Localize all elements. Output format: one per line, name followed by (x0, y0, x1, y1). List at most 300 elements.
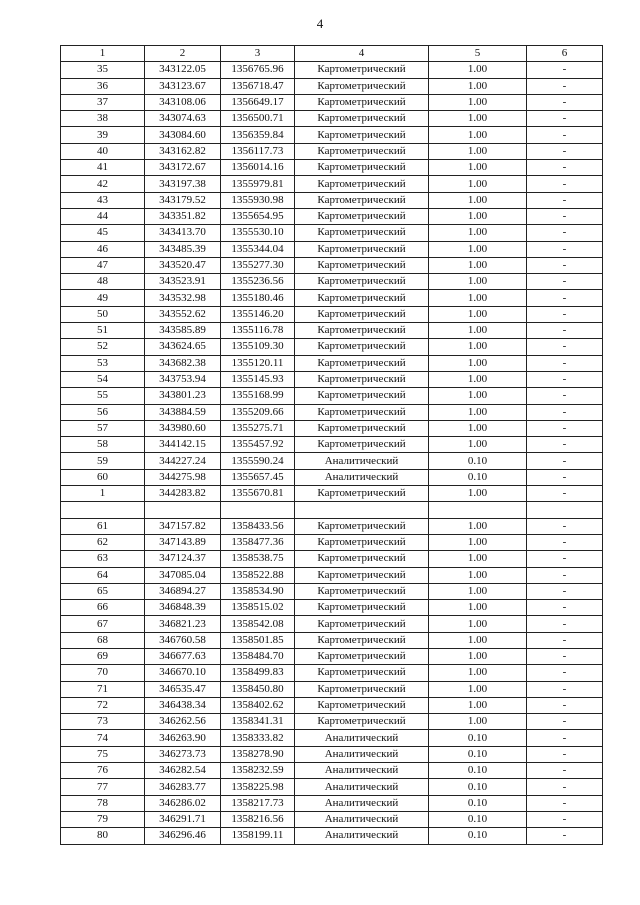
method-cell: Аналитический (295, 453, 429, 469)
x-coordinate-cell: 343172.67 (145, 160, 221, 176)
accuracy-cell: 1.00 (429, 241, 527, 257)
point-number-cell: 63 (61, 551, 145, 567)
y-coordinate-cell: 1358515.02 (221, 600, 295, 616)
y-coordinate-cell: 1356014.16 (221, 160, 295, 176)
accuracy-cell: 0.10 (429, 811, 527, 827)
table-row (61, 600, 603, 616)
method-cell: Картометрический (295, 567, 429, 583)
note-cell: - (527, 192, 603, 208)
note-cell: - (527, 388, 603, 404)
point-number-cell: 78 (61, 795, 145, 811)
note-cell: - (527, 567, 603, 583)
point-number-cell: 37 (61, 94, 145, 110)
y-coordinate-cell: 1358477.36 (221, 534, 295, 550)
table-row (61, 208, 603, 224)
method-cell: Аналитический (295, 828, 429, 844)
accuracy-cell: 1.00 (429, 371, 527, 387)
point-number-cell: 57 (61, 420, 145, 436)
point-number-cell: 77 (61, 779, 145, 795)
accuracy-cell: 0.10 (429, 469, 527, 485)
y-coordinate-cell: 1355344.04 (221, 241, 295, 257)
accuracy-cell: 1.00 (429, 437, 527, 453)
method-cell: Картометрический (295, 371, 429, 387)
y-coordinate-cell: 1355979.81 (221, 176, 295, 192)
point-number-cell: 71 (61, 681, 145, 697)
method-cell: Аналитический (295, 746, 429, 762)
accuracy-cell: 1.00 (429, 355, 527, 371)
table-row (61, 306, 603, 322)
method-cell: Картометрический (295, 632, 429, 648)
column-header: 2 (145, 46, 221, 62)
y-coordinate-cell: 1358199.11 (221, 828, 295, 844)
method-cell: Картометрический (295, 518, 429, 534)
point-number-cell (61, 502, 145, 518)
point-number-cell: 42 (61, 176, 145, 192)
table-row (61, 339, 603, 355)
column-header: 6 (527, 46, 603, 62)
table-row (61, 355, 603, 371)
x-coordinate-cell: 344142.15 (145, 437, 221, 453)
x-coordinate-cell: 343753.94 (145, 371, 221, 387)
note-cell: - (527, 453, 603, 469)
table-row (61, 323, 603, 339)
method-cell: Картометрический (295, 420, 429, 436)
x-coordinate-cell: 346535.47 (145, 681, 221, 697)
y-coordinate-cell: 1358542.08 (221, 616, 295, 632)
x-coordinate-cell: 346848.39 (145, 600, 221, 616)
point-number-cell: 47 (61, 257, 145, 273)
point-number-cell: 69 (61, 648, 145, 664)
table-row (61, 160, 603, 176)
table-row (61, 567, 603, 583)
accuracy-cell: 1.00 (429, 208, 527, 224)
note-cell: - (527, 355, 603, 371)
y-coordinate-cell: 1358499.83 (221, 665, 295, 681)
method-cell: Картометрический (295, 648, 429, 664)
point-number-cell: 52 (61, 339, 145, 355)
accuracy-cell: 0.10 (429, 763, 527, 779)
accuracy-cell: 1.00 (429, 486, 527, 502)
note-cell: - (527, 176, 603, 192)
y-coordinate-cell: 1355146.20 (221, 306, 295, 322)
accuracy-cell: 1.00 (429, 616, 527, 632)
accuracy-cell: 1.00 (429, 78, 527, 94)
accuracy-cell: 1.00 (429, 111, 527, 127)
page-number: 4 (316, 16, 324, 31)
point-number-cell: 56 (61, 404, 145, 420)
accuracy-cell: 1.00 (429, 192, 527, 208)
x-coordinate-cell: 344283.82 (145, 486, 221, 502)
point-number-cell: 73 (61, 714, 145, 730)
x-coordinate-cell: 346821.23 (145, 616, 221, 632)
y-coordinate-cell: 1358538.75 (221, 551, 295, 567)
x-coordinate-cell: 343074.63 (145, 111, 221, 127)
point-number-cell: 46 (61, 241, 145, 257)
accuracy-cell: 1.00 (429, 388, 527, 404)
table-separator-row (61, 502, 603, 518)
point-number-cell: 54 (61, 371, 145, 387)
y-coordinate-cell: 1355109.30 (221, 339, 295, 355)
method-cell: Картометрический (295, 241, 429, 257)
x-coordinate-cell: 346286.02 (145, 795, 221, 811)
method-cell: Аналитический (295, 795, 429, 811)
y-coordinate-cell: 1355457.92 (221, 437, 295, 453)
method-cell: Картометрический (295, 404, 429, 420)
x-coordinate-cell (145, 502, 221, 518)
y-coordinate-cell: 1355209.66 (221, 404, 295, 420)
note-cell: - (527, 62, 603, 78)
method-cell: Картометрический (295, 437, 429, 453)
x-coordinate-cell: 346273.73 (145, 746, 221, 762)
table-row (61, 714, 603, 730)
note-cell: - (527, 632, 603, 648)
table-row (61, 225, 603, 241)
x-coordinate-cell: 343884.59 (145, 404, 221, 420)
note-cell: - (527, 551, 603, 567)
note-cell (527, 502, 603, 518)
note-cell: - (527, 828, 603, 844)
x-coordinate-cell: 344275.98 (145, 469, 221, 485)
accuracy-cell: 1.00 (429, 143, 527, 159)
accuracy-cell: 1.00 (429, 534, 527, 550)
note-cell: - (527, 534, 603, 550)
y-coordinate-cell: 1355657.45 (221, 469, 295, 485)
note-cell: - (527, 160, 603, 176)
table-row (61, 62, 603, 78)
note-cell: - (527, 404, 603, 420)
column-header: 4 (295, 46, 429, 62)
table-row (61, 404, 603, 420)
note-cell: - (527, 323, 603, 339)
note-cell: - (527, 339, 603, 355)
method-cell: Картометрический (295, 616, 429, 632)
y-coordinate-cell: 1358225.98 (221, 779, 295, 795)
table-row (61, 111, 603, 127)
y-coordinate-cell: 1358333.82 (221, 730, 295, 746)
table-row (61, 257, 603, 273)
method-cell: Картометрический (295, 127, 429, 143)
note-cell: - (527, 143, 603, 159)
y-coordinate-cell: 1358402.62 (221, 697, 295, 713)
method-cell: Картометрический (295, 339, 429, 355)
x-coordinate-cell: 343162.82 (145, 143, 221, 159)
method-cell: Картометрический (295, 665, 429, 681)
method-cell: Картометрический (295, 62, 429, 78)
x-coordinate-cell: 343624.65 (145, 339, 221, 355)
method-cell: Картометрический (295, 681, 429, 697)
x-coordinate-cell: 343413.70 (145, 225, 221, 241)
note-cell: - (527, 225, 603, 241)
accuracy-cell: 1.00 (429, 665, 527, 681)
method-cell: Картометрический (295, 306, 429, 322)
x-coordinate-cell: 343682.38 (145, 355, 221, 371)
note-cell: - (527, 665, 603, 681)
y-coordinate-cell: 1355180.46 (221, 290, 295, 306)
x-coordinate-cell: 343585.89 (145, 323, 221, 339)
y-coordinate-cell: 1355168.99 (221, 388, 295, 404)
column-header: 5 (429, 46, 527, 62)
method-cell: Картометрический (295, 534, 429, 550)
table-row (61, 648, 603, 664)
y-coordinate-cell: 1358341.31 (221, 714, 295, 730)
accuracy-cell: 1.00 (429, 551, 527, 567)
x-coordinate-cell: 346438.34 (145, 697, 221, 713)
accuracy-cell: 0.10 (429, 828, 527, 844)
point-number-cell: 1 (61, 486, 145, 502)
x-coordinate-cell: 346263.90 (145, 730, 221, 746)
y-coordinate-cell: 1355930.98 (221, 192, 295, 208)
accuracy-cell: 1.00 (429, 306, 527, 322)
table-row (61, 828, 603, 844)
point-number-cell: 35 (61, 62, 145, 78)
table-row (61, 551, 603, 567)
accuracy-cell: 1.00 (429, 257, 527, 273)
note-cell: - (527, 681, 603, 697)
method-cell: Картометрический (295, 697, 429, 713)
column-header: 3 (221, 46, 295, 62)
x-coordinate-cell: 347143.89 (145, 534, 221, 550)
y-coordinate-cell: 1356359.84 (221, 127, 295, 143)
point-number-cell: 62 (61, 534, 145, 550)
table-row (61, 420, 603, 436)
note-cell: - (527, 600, 603, 616)
point-number-cell: 76 (61, 763, 145, 779)
accuracy-cell: 1.00 (429, 567, 527, 583)
table-row (61, 437, 603, 453)
table-row (61, 811, 603, 827)
x-coordinate-cell: 346291.71 (145, 811, 221, 827)
y-coordinate-cell: 1356765.96 (221, 62, 295, 78)
accuracy-cell: 1.00 (429, 62, 527, 78)
x-coordinate-cell: 343197.38 (145, 176, 221, 192)
point-number-cell: 65 (61, 583, 145, 599)
point-number-cell: 60 (61, 469, 145, 485)
table-row (61, 127, 603, 143)
table-row (61, 746, 603, 762)
x-coordinate-cell: 343351.82 (145, 208, 221, 224)
note-cell: - (527, 779, 603, 795)
accuracy-cell: 1.00 (429, 518, 527, 534)
method-cell: Картометрический (295, 290, 429, 306)
note-cell: - (527, 746, 603, 762)
coordinates-table (60, 45, 603, 845)
table-row (61, 616, 603, 632)
table-row (61, 453, 603, 469)
table-header-row (61, 46, 603, 62)
method-cell (295, 502, 429, 518)
note-cell: - (527, 795, 603, 811)
accuracy-cell (429, 502, 527, 518)
y-coordinate-cell: 1355236.56 (221, 274, 295, 290)
method-cell: Картометрический (295, 176, 429, 192)
accuracy-cell: 0.10 (429, 746, 527, 762)
x-coordinate-cell: 343084.60 (145, 127, 221, 143)
y-coordinate-cell: 1358522.88 (221, 567, 295, 583)
method-cell: Картометрический (295, 143, 429, 159)
table-row (61, 486, 603, 502)
y-coordinate-cell: 1358217.73 (221, 795, 295, 811)
method-cell: Картометрический (295, 355, 429, 371)
y-coordinate-cell: 1356649.17 (221, 94, 295, 110)
accuracy-cell: 1.00 (429, 225, 527, 241)
accuracy-cell: 1.00 (429, 648, 527, 664)
y-coordinate-cell: 1355277.30 (221, 257, 295, 273)
point-number-cell: 70 (61, 665, 145, 681)
point-number-cell: 41 (61, 160, 145, 176)
y-coordinate-cell: 1358278.90 (221, 746, 295, 762)
x-coordinate-cell: 343532.98 (145, 290, 221, 306)
point-number-cell: 67 (61, 616, 145, 632)
note-cell: - (527, 437, 603, 453)
y-coordinate-cell: 1355145.93 (221, 371, 295, 387)
table-row (61, 779, 603, 795)
note-cell: - (527, 518, 603, 534)
method-cell: Аналитический (295, 811, 429, 827)
note-cell: - (527, 306, 603, 322)
accuracy-cell: 1.00 (429, 697, 527, 713)
accuracy-cell: 1.00 (429, 583, 527, 599)
x-coordinate-cell: 343122.05 (145, 62, 221, 78)
y-coordinate-cell: 1356718.47 (221, 78, 295, 94)
y-coordinate-cell: 1355590.24 (221, 453, 295, 469)
method-cell: Картометрический (295, 583, 429, 599)
table-row (61, 583, 603, 599)
y-coordinate-cell: 1358501.85 (221, 632, 295, 648)
y-coordinate-cell: 1356117.73 (221, 143, 295, 159)
note-cell: - (527, 290, 603, 306)
method-cell: Картометрический (295, 323, 429, 339)
accuracy-cell: 0.10 (429, 453, 527, 469)
method-cell: Картометрический (295, 111, 429, 127)
method-cell: Картометрический (295, 225, 429, 241)
accuracy-cell: 1.00 (429, 632, 527, 648)
method-cell: Аналитический (295, 730, 429, 746)
x-coordinate-cell: 343108.06 (145, 94, 221, 110)
accuracy-cell: 1.00 (429, 290, 527, 306)
point-number-cell: 80 (61, 828, 145, 844)
note-cell: - (527, 257, 603, 273)
point-number-cell: 44 (61, 208, 145, 224)
method-cell: Картометрический (295, 388, 429, 404)
table-row (61, 681, 603, 697)
note-cell: - (527, 730, 603, 746)
x-coordinate-cell: 346262.56 (145, 714, 221, 730)
table-row (61, 176, 603, 192)
method-cell: Аналитический (295, 469, 429, 485)
method-cell: Картометрический (295, 208, 429, 224)
method-cell: Аналитический (295, 763, 429, 779)
method-cell: Картометрический (295, 486, 429, 502)
x-coordinate-cell: 346283.77 (145, 779, 221, 795)
note-cell: - (527, 241, 603, 257)
note-cell: - (527, 208, 603, 224)
x-coordinate-cell: 346282.54 (145, 763, 221, 779)
table-row (61, 143, 603, 159)
method-cell: Картометрический (295, 160, 429, 176)
method-cell: Картометрический (295, 600, 429, 616)
x-coordinate-cell: 346670.10 (145, 665, 221, 681)
note-cell: - (527, 763, 603, 779)
note-cell: - (527, 583, 603, 599)
note-cell: - (527, 811, 603, 827)
point-number-cell: 48 (61, 274, 145, 290)
accuracy-cell: 1.00 (429, 127, 527, 143)
x-coordinate-cell: 346677.63 (145, 648, 221, 664)
point-number-cell: 40 (61, 143, 145, 159)
y-coordinate-cell: 1355530.10 (221, 225, 295, 241)
note-cell: - (527, 469, 603, 485)
accuracy-cell: 1.00 (429, 420, 527, 436)
accuracy-cell: 1.00 (429, 94, 527, 110)
point-number-cell: 61 (61, 518, 145, 534)
column-header: 1 (61, 46, 145, 62)
x-coordinate-cell: 346894.27 (145, 583, 221, 599)
x-coordinate-cell: 343801.23 (145, 388, 221, 404)
point-number-cell: 64 (61, 567, 145, 583)
point-number-cell: 74 (61, 730, 145, 746)
point-number-cell: 58 (61, 437, 145, 453)
point-number-cell: 59 (61, 453, 145, 469)
note-cell: - (527, 127, 603, 143)
x-coordinate-cell: 346760.58 (145, 632, 221, 648)
table-row (61, 763, 603, 779)
table-row (61, 371, 603, 387)
accuracy-cell: 0.10 (429, 779, 527, 795)
accuracy-cell: 1.00 (429, 176, 527, 192)
point-number-cell: 51 (61, 323, 145, 339)
y-coordinate-cell: 1355120.11 (221, 355, 295, 371)
y-coordinate-cell: 1355116.78 (221, 323, 295, 339)
accuracy-cell: 1.00 (429, 274, 527, 290)
note-cell: - (527, 274, 603, 290)
note-cell: - (527, 697, 603, 713)
y-coordinate-cell: 1358232.59 (221, 763, 295, 779)
table-row (61, 697, 603, 713)
table-row (61, 274, 603, 290)
table-row (61, 388, 603, 404)
point-number-cell: 68 (61, 632, 145, 648)
table-row (61, 795, 603, 811)
point-number-cell: 36 (61, 78, 145, 94)
x-coordinate-cell: 346296.46 (145, 828, 221, 844)
x-coordinate-cell: 343123.67 (145, 78, 221, 94)
x-coordinate-cell: 343485.39 (145, 241, 221, 257)
y-coordinate-cell: 1358433.56 (221, 518, 295, 534)
method-cell: Картометрический (295, 274, 429, 290)
note-cell: - (527, 714, 603, 730)
x-coordinate-cell: 344227.24 (145, 453, 221, 469)
table-row (61, 665, 603, 681)
point-number-cell: 79 (61, 811, 145, 827)
accuracy-cell: 1.00 (429, 714, 527, 730)
point-number-cell: 38 (61, 111, 145, 127)
x-coordinate-cell: 343552.62 (145, 306, 221, 322)
table-row (61, 534, 603, 550)
table-row (61, 518, 603, 534)
x-coordinate-cell: 343980.60 (145, 420, 221, 436)
note-cell: - (527, 420, 603, 436)
note-cell: - (527, 111, 603, 127)
y-coordinate-cell: 1358216.56 (221, 811, 295, 827)
table-row (61, 78, 603, 94)
accuracy-cell: 1.00 (429, 339, 527, 355)
point-number-cell: 66 (61, 600, 145, 616)
point-number-cell: 75 (61, 746, 145, 762)
method-cell: Картометрический (295, 192, 429, 208)
table-row (61, 469, 603, 485)
y-coordinate-cell: 1355654.95 (221, 208, 295, 224)
x-coordinate-cell: 343520.47 (145, 257, 221, 273)
